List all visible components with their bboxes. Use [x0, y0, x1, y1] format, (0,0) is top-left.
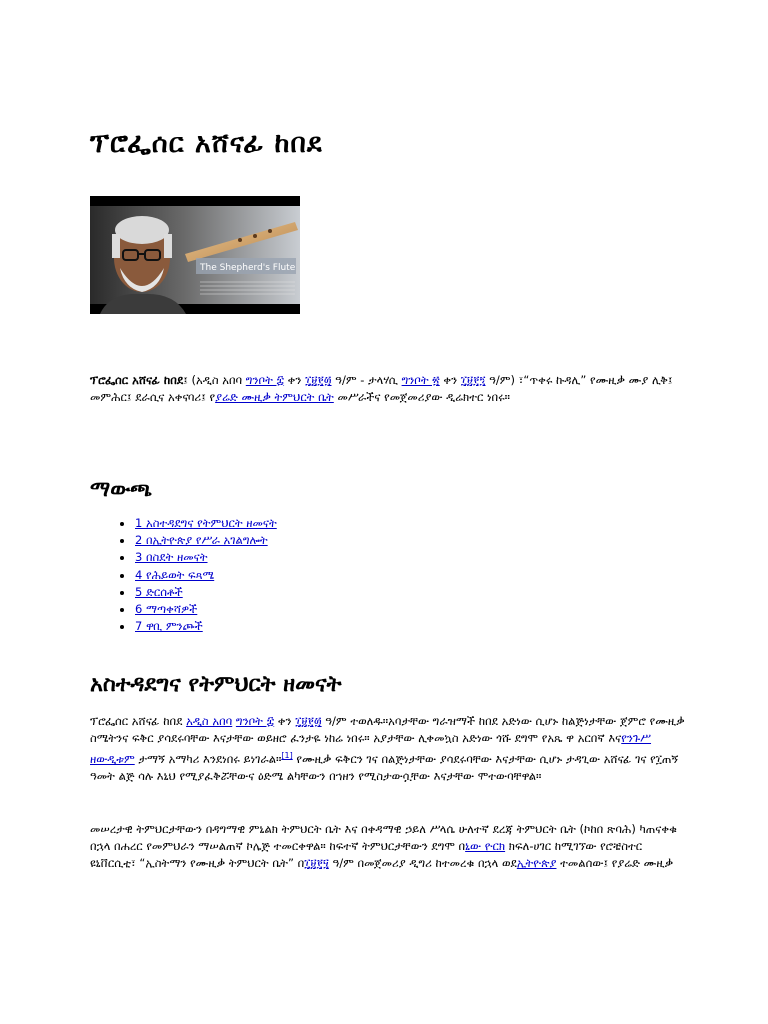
toc-link-3[interactable]: 3 በስደት ዘመናት	[135, 550, 208, 565]
toc-item	[118, 549, 277, 566]
toc-item	[118, 567, 277, 584]
intro-text: ፤ (አዲስ አበባ	[183, 373, 246, 387]
para-text: መሠረታዊ ትምህርታቸውን በዳግማዊ ምኒልክ ትምህርት ቤት እና በቀዳማዊ ኃይለ ሥላሴ ሁለተኛ ደረጃ ትምህርት ቤት (ኮከበ ጽባሕ) ካጠናቀቁ በኋላ በሐረር የመምህራን ማሠልጠኛ ኮሌጅ ተመርቀዋል። ከፍተኛ ትምህርታቸውን ደግሞ በ	[90, 822, 677, 853]
early-life-paragraph-2	[90, 821, 690, 872]
link-empress-zewditu[interactable]: የንጉሥ ዘውዲቱም	[90, 731, 652, 766]
link-year-graduation[interactable]: ፲፱፻፶	[304, 856, 329, 870]
link-year-birth[interactable]: ፲፱፻፴	[295, 714, 322, 728]
portrait-image	[90, 196, 300, 314]
toc-item	[118, 515, 277, 532]
link-ginbot-8[interactable]: ግንቦት ፰	[245, 373, 285, 387]
para-text: ፕሮፌሰር አሸናፊ ከበደ	[90, 714, 187, 728]
toc-link-5[interactable]: 5 ድርሰቶች	[135, 584, 183, 599]
toc-link-2[interactable]: 2 በኢትዮጵያ የሥራ አገልግሎት	[135, 533, 268, 548]
intro-text: ዓ/ም - ታላሃሲ	[331, 373, 402, 387]
link-year-death[interactable]: ፲፱፻፺	[460, 373, 486, 387]
toc-item	[118, 532, 277, 549]
link-addis-ababa[interactable]: አዲስ አበባ	[186, 714, 233, 728]
toc-link-6[interactable]: 6 ማጣቀሻዎች	[135, 602, 198, 617]
intro-text: ቀን	[439, 373, 461, 387]
link-ginbot-20[interactable]: ግንቦት ፳	[401, 373, 440, 387]
para-text: የሙዚቃ ፍቅርን ገና በልጅነታቸው ያሳደሩባቸው እናታቸው ሲሆኑ ታዳጊው አሸናፊ ገና የ፲ጠኝ ዓመት ልጅ ሳሉ እኒህ የሚያፈቅሯቸውና ዕድሜ ልካቸውን በኀዘን የሚስታውሷቸው እናታቸው ሞተውባቸዋል።	[90, 751, 679, 783]
section-heading-early-life: አስተዳደግና የትምህርት ዘመናት	[90, 672, 342, 697]
intro-text: ዓ/ም) ፣“ጥቀሩ ኩዳሊ” የሙዚቃ ሙያ ሊቅ፤ መምሕር፤ ደራሲና አቀናባሪ፤ የ	[90, 373, 673, 404]
toc-item	[118, 618, 277, 635]
early-life-paragraph-1	[90, 713, 690, 785]
para-text: ቀን	[274, 714, 296, 728]
para-text: ተመልሰው፤ የያሬድ ሙዚቃ	[556, 856, 674, 870]
toc-link-7[interactable]: 7 ዋቢ ምንጮች	[135, 619, 203, 634]
page-title: ፕሮፌሰር አሸናፊ ከበደ	[90, 128, 323, 159]
link-new-york[interactable]: ኒው ዮርክ	[465, 839, 506, 853]
table-of-contents	[118, 515, 277, 635]
reference-link-1[interactable]: [1]	[281, 751, 293, 760]
link-ethiopia[interactable]: ኢትዮጵያ	[516, 856, 557, 870]
toc-link-1[interactable]: 1 አስተዳደግና የትምህርት ዘመናት	[135, 516, 277, 530]
toc-heading: ማውጫ	[90, 477, 153, 501]
image-caption: The Shepherd's Flute	[200, 263, 296, 273]
link-ginbot-8[interactable]: ግንቦት ፰	[235, 714, 275, 728]
subject-name: ፕሮፌሰር አሸናፊ ከበደ	[90, 373, 184, 387]
link-yared-music-school[interactable]: ያሬድ ሙዚቃ ትምህርት ቤት	[215, 390, 334, 404]
portrait-illustration	[90, 196, 300, 314]
para-text: ዓ/ም ተወለዱ።አባታቸው ግራዝማች ከበደ አድነው ሲሆኑ ከልጅነታቸው ጀምሮ የሙዚቃ ስሜትንና ፍቅር ያሳደሩባቸው እናታቸው ወይዘሮ ፈንታዬ ነከሬ ነበሩ። አያታቸው ሊቀመኳስ አድነው ጎሹ ደግሞ የአጼ ዋ አርበኛ እና	[90, 714, 685, 745]
para-text: ክፍለ-ሀገር ከሚገኘው የሮቼስተር ዩኒቨርሲቲ፣ “ኢስትማን የሙዚቃ ትምህርት ቤት” በ	[90, 839, 643, 870]
para-text: ዓ/ም በመጀመሪያ ዲግሪ ከተመረቁ በኋላ ወደ	[328, 856, 517, 870]
link-year-birth[interactable]: ፲፱፻፴	[305, 373, 332, 387]
intro-paragraph	[90, 372, 690, 406]
toc-item	[118, 584, 277, 601]
para-text: ታማኝ አማካሪ እንደነበሩ ይነገራል።	[134, 751, 282, 766]
intro-text: ቀን	[284, 373, 306, 387]
toc-link-4[interactable]: 4 የሕይወት ፍጻሜ	[135, 567, 215, 582]
toc-item	[118, 601, 277, 618]
intro-text: መሥራችና የመጀመሪያው ዲሬክተር ነበሩ።	[333, 390, 511, 404]
